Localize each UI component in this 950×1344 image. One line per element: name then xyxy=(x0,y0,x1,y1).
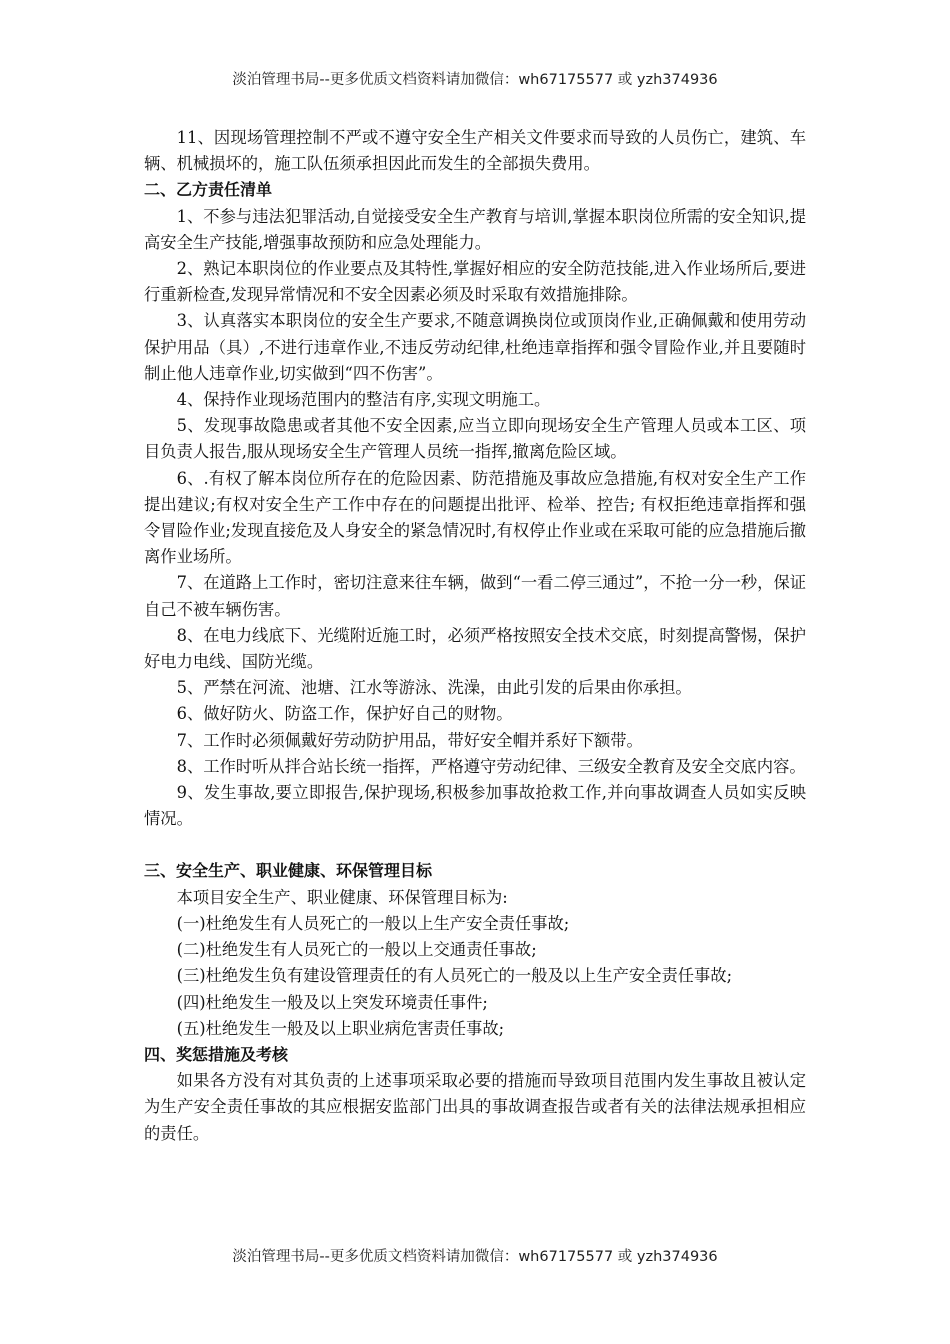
section4-heading: 四、奖惩措施及考核 xyxy=(144,1044,289,1064)
section3-heading: 三、安全生产、职业健康、环保管理目标 xyxy=(144,861,433,881)
blank-line xyxy=(144,832,806,858)
intro-item: 11、因现场管理控制不严或不遵守安全生产相关文件要求而导致的人员伤亡，建筑、车辆、机械损坏的，施工队伍须承担因此而发生的全部损失费用。 xyxy=(144,128,806,174)
section2-item: 5、严禁在河流、池塘、江水等游泳、洗澡，由此引发的后果由你承担。 xyxy=(176,678,692,698)
section2-item: 5、发现事故隐患或者其他不安全因素,应当立即向现场安全生产管理人员或本工区、项目负责人报告,服从现场安全生产管理人员统一指挥,撤离危险区域。 xyxy=(144,416,806,462)
section3-item: (一)杜绝发生有人员死亡的一般以上生产安全责任事故; xyxy=(176,913,570,933)
section3-item: (二)杜绝发生有人员死亡的一般以上交通责任事故; xyxy=(176,940,537,960)
section3-item: (三)杜绝发生负有建设管理责任的有人员死亡的一般及以上生产安全责任事故; xyxy=(176,966,733,986)
page-footer: 淡泊管理书局--更多优质文档资料请加微信：wh67175577 或 yzh374936 xyxy=(232,1249,718,1265)
section2-item: 6、做好防火、防盗工作，保护好自己的财物。 xyxy=(176,704,513,724)
section2-item: 8、工作时听从拌合站长统一指挥，严格遵守劳动纪律、三级安全教育及安全交底内容。 xyxy=(176,756,806,776)
page-header: 淡泊管理书局--更多优质文档资料请加微信：wh67175577 或 yzh374936 xyxy=(232,72,718,88)
section3-item: (五)杜绝发生一般及以上职业病危害责任事故; xyxy=(176,1018,505,1038)
section2-item: 1、不参与违法犯罪活动,自觉接受安全生产教育与培训,掌握本职岗位所需的安全知识,提高安全生产技能,增强事故预防和应急处理能力。 xyxy=(144,206,806,252)
section2-item: 6、.有权了解本岗位所存在的危险因素、防范措施及事故应急措施,有权对安全生产工作提出建议;有权对安全生产工作中存在的问题提出批评、检举、控告; 有权拒绝违章指挥和强令冒险作业;发现直接危及人身安全的紧急情况时,有权停止作业或在采取可能的应急措施后撤离作业场所。 xyxy=(144,468,806,567)
section2-item: 8、在电力线底下、光缆附近施工时，必须严格按照安全技术交底，时刻提高警惕，保护好电力电线、国防光缆。 xyxy=(144,625,806,672)
document-body xyxy=(144,125,806,1147)
section2-heading: 二、乙方责任清单 xyxy=(144,180,273,200)
section2-item: 9、发生事故,要立即报告,保护现场,积极参加事故抢救工作,并向事故调查人员如实反映情况。 xyxy=(144,783,806,829)
section2-item: 4、保持作业现场范围内的整洁有序,实现文明施工。 xyxy=(176,390,551,410)
section4-body: 如果各方没有对其负责的上述事项采取必要的措施而导致项目范围内发生事故且被认定为生产安全责任事故的其应根据安监部门出具的事故调查报告或者有关的法律法规承担相应的责任。 xyxy=(144,1071,806,1143)
section3-item: (四)杜绝发生一般及以上突发环境责任事件; xyxy=(176,992,488,1012)
section2-item: 2、熟记本职岗位的作业要点及其特性,掌握好相应的安全防范技能,进入作业场所后,要进行重新检查,发现异常情况和不安全因素必须及时采取有效措施排除。 xyxy=(144,259,806,305)
section2-item: 7、在道路上工作时，密切注意来往车辆，做到“一看二停三通过”，不抢一分一秒，保证自己不被车辆伤害。 xyxy=(144,573,807,619)
section2-item: 7、工作时必须佩戴好劳动防护用品，带好安全帽并系好下额带。 xyxy=(176,730,643,750)
section2-item: 3、认真落实本职岗位的安全生产要求,不随意调换岗位或顶岗作业,正确佩戴和使用劳动保护用品（具）,不进行违章作业,不违反劳动纪律,杜绝违章指挥和强令冒险作业,并且要随时制止他人违章作业,切实做到“四不伤害”。 xyxy=(144,311,806,383)
section3-intro: 本项目安全生产、职业健康、环保管理目标为: xyxy=(176,887,508,907)
